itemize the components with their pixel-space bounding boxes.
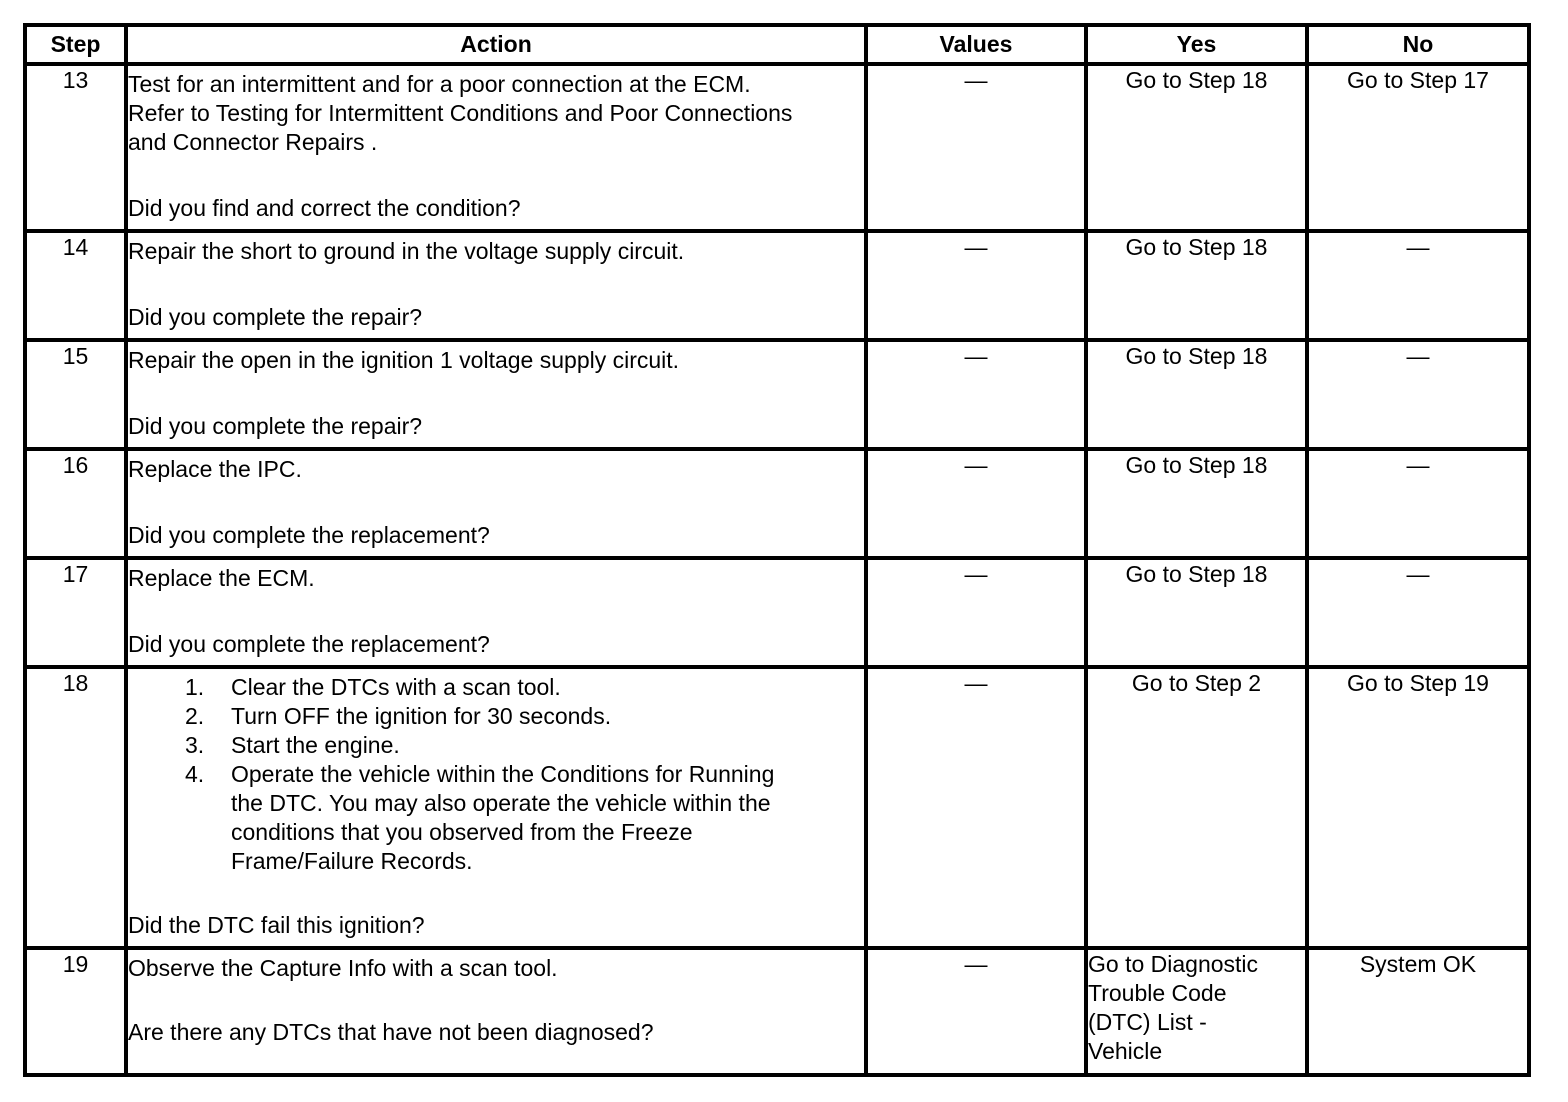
no-value: — bbox=[1406, 452, 1430, 478]
no-cell bbox=[1307, 231, 1529, 340]
action-question: Did you complete the replacement? bbox=[128, 631, 490, 657]
yes-link[interactable]: Go to Step 2 bbox=[1131, 670, 1262, 696]
no-value: — bbox=[1406, 234, 1430, 260]
table-row-step-15 bbox=[25, 340, 1529, 449]
header-row bbox=[25, 25, 1529, 64]
procedure-number: 3. bbox=[185, 732, 205, 758]
yes-cell bbox=[1086, 667, 1307, 948]
yes-link[interactable]: Go to Step 18 bbox=[1125, 343, 1268, 369]
values-cell: — bbox=[866, 558, 1086, 667]
action-cell bbox=[126, 231, 866, 340]
no-cell bbox=[1307, 64, 1529, 231]
procedure-item bbox=[185, 760, 864, 876]
procedure-number: 2. bbox=[185, 703, 205, 729]
header-action: Action bbox=[126, 25, 866, 64]
table-row-step-17 bbox=[25, 558, 1529, 667]
procedure-list bbox=[128, 673, 864, 876]
no-cell bbox=[1307, 948, 1529, 1075]
action-cell bbox=[126, 64, 866, 231]
procedure-line: the DTC. You may also operate the vehicle within the bbox=[231, 790, 771, 816]
yes-link[interactable] bbox=[1088, 950, 1305, 1066]
action-question: Did you find and correct the condition? bbox=[128, 195, 521, 221]
procedure-item bbox=[185, 673, 864, 702]
header-no: No bbox=[1307, 25, 1529, 64]
yes-cell bbox=[1086, 64, 1307, 231]
no-link[interactable]: Go to Step 17 bbox=[1347, 67, 1489, 93]
action-line: Repair the short to ground in the voltage supply circuit. bbox=[128, 238, 685, 264]
yes-link-line: Go to Diagnostic bbox=[1088, 951, 1259, 977]
table-row-step-13 bbox=[25, 64, 1529, 231]
procedure-item bbox=[185, 731, 864, 760]
values-cell: — bbox=[866, 948, 1086, 1075]
step-number: 19 bbox=[25, 948, 126, 1075]
values-cell: — bbox=[866, 340, 1086, 449]
action-question: Did you complete the repair? bbox=[128, 413, 423, 439]
action-line: Refer to Testing for Intermittent Conditions and Poor Connections bbox=[128, 100, 793, 126]
action-line: Observe the Capture Info with a scan tool. bbox=[128, 955, 558, 981]
step-number: 17 bbox=[25, 558, 126, 667]
action-text bbox=[128, 70, 864, 157]
action-question: Did you complete the repair? bbox=[128, 304, 423, 330]
table-row-step-18 bbox=[25, 667, 1529, 948]
values-cell: — bbox=[866, 449, 1086, 558]
yes-cell bbox=[1086, 340, 1307, 449]
action-line: Repair the open in the ignition 1 voltage supply circuit. bbox=[128, 347, 680, 373]
step-number: 16 bbox=[25, 449, 126, 558]
step-number: 18 bbox=[25, 667, 126, 948]
action-cell bbox=[126, 449, 866, 558]
procedure-line: Frame/Failure Records. bbox=[231, 848, 473, 874]
action-line: Replace the ECM. bbox=[128, 565, 315, 591]
action-question: Did the DTC fail this ignition? bbox=[128, 912, 425, 938]
no-cell bbox=[1307, 558, 1529, 667]
procedure-number: 4. bbox=[185, 761, 205, 787]
action-line: Replace the IPC. bbox=[128, 456, 302, 482]
yes-link[interactable]: Go to Step 18 bbox=[1125, 561, 1268, 587]
no-cell bbox=[1307, 667, 1529, 948]
action-cell bbox=[126, 558, 866, 667]
step-number: 15 bbox=[25, 340, 126, 449]
table-row-step-16 bbox=[25, 449, 1529, 558]
values-cell: — bbox=[866, 64, 1086, 231]
yes-link[interactable]: Go to Step 18 bbox=[1125, 67, 1268, 93]
diagnostic-table bbox=[23, 23, 1531, 1077]
yes-link-line: (DTC) List - bbox=[1088, 1009, 1207, 1035]
no-value: — bbox=[1406, 343, 1430, 369]
yes-cell bbox=[1086, 231, 1307, 340]
table-row-step-14 bbox=[25, 231, 1529, 340]
action-line: Test for an intermittent and for a poor connection at the ECM. bbox=[128, 71, 751, 97]
procedure-number: 1. bbox=[185, 674, 205, 700]
values-cell: — bbox=[866, 667, 1086, 948]
action-cell bbox=[126, 948, 866, 1075]
action-question: Did you complete the replacement? bbox=[128, 522, 490, 548]
table-row-step-19 bbox=[25, 948, 1529, 1075]
yes-cell bbox=[1086, 948, 1307, 1075]
procedure-line: Clear the DTCs with a scan tool. bbox=[231, 674, 561, 700]
header-values: Values bbox=[866, 25, 1086, 64]
action-cell bbox=[126, 667, 866, 948]
procedure-line: Turn OFF the ignition for 30 seconds. bbox=[231, 703, 612, 729]
step-number: 13 bbox=[25, 64, 126, 231]
no-value: — bbox=[1406, 561, 1430, 587]
no-link[interactable]: Go to Step 19 bbox=[1347, 670, 1489, 696]
values-cell: — bbox=[866, 231, 1086, 340]
no-value: System OK bbox=[1359, 951, 1477, 977]
procedure-line: Operate the vehicle within the Conditions for Running bbox=[231, 761, 775, 787]
no-cell bbox=[1307, 449, 1529, 558]
action-question: Are there any DTCs that have not been diagnosed? bbox=[128, 1019, 654, 1045]
procedure-item bbox=[185, 702, 864, 731]
procedure-line: Start the engine. bbox=[231, 732, 400, 758]
yes-cell bbox=[1086, 558, 1307, 667]
action-cell bbox=[126, 340, 866, 449]
action-line: and Connector Repairs . bbox=[128, 129, 378, 155]
yes-link-line: Vehicle bbox=[1088, 1038, 1163, 1064]
yes-cell bbox=[1086, 449, 1307, 558]
no-cell bbox=[1307, 340, 1529, 449]
step-number: 14 bbox=[25, 231, 126, 340]
yes-link-line: Trouble Code bbox=[1088, 980, 1227, 1006]
header-yes: Yes bbox=[1086, 25, 1307, 64]
procedure-line: conditions that you observed from the Freeze bbox=[231, 819, 693, 845]
yes-link[interactable]: Go to Step 18 bbox=[1125, 234, 1268, 260]
header-step: Step bbox=[25, 25, 126, 64]
yes-link[interactable]: Go to Step 18 bbox=[1125, 452, 1268, 478]
